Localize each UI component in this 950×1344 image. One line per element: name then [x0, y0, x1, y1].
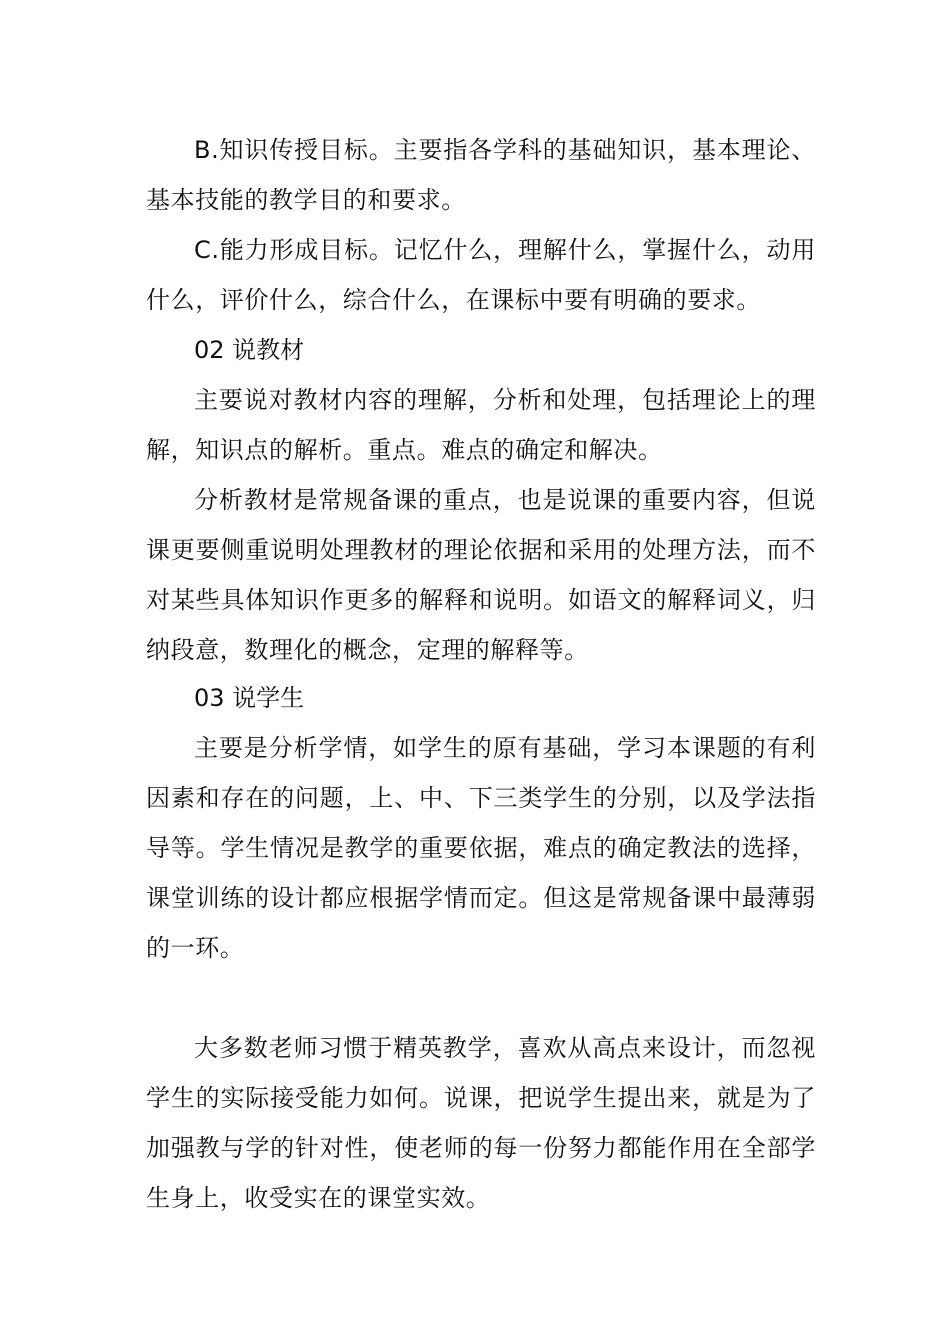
paragraph-ability-goal: C.能力形成目标。记忆什么，理解什么，掌握什么，动用什么，评价什么，综合什么，在课标中要有明确的要求。: [146, 236, 816, 314]
paragraph-student-analysis: 主要是分析学情，如学生的原有基础，学习本课题的有利因素和存在的问题，上、中、下三类学生的分别，以及学法指导等。学生情况是教学的重要依据，难点的确定教法的选择，课堂训练的设计都应根据学情而定。但这是常规备课中最薄弱的一环。: [146, 734, 816, 962]
section-heading-textbook: 02 说教材: [194, 336, 305, 364]
paragraph-textbook-analysis: 分析教材是常规备课的重点，也是说课的重要内容，但说课更要侧重说明处理教材的理论依据和采用的处理方法，而不对某些具体知识作更多的解释和说明。如语文的解释词义，归纳段意，数理化的概念，定理的解释等。: [146, 486, 816, 664]
paragraph-knowledge-goal: B.知识传授目标。主要指各学科的基础知识，基本理论、基本技能的教学目的和要求。: [146, 136, 816, 214]
paragraph-textbook-understanding: 主要说对教材内容的理解，分析和处理，包括理论上的理解，知识点的解析。重点。难点的确定和解决。: [146, 386, 816, 464]
section-heading-students: 03 说学生: [194, 684, 305, 712]
paragraph-elite-teaching: 大多数老师习惯于精英教学，喜欢从高点来设计，而忽视学生的实际接受能力如何。说课，把说学生提出来，就是为了加强教与学的针对性，使老师的每一份努力都能作用在全部学生身上，收受实在的课堂实效。: [146, 1034, 816, 1212]
